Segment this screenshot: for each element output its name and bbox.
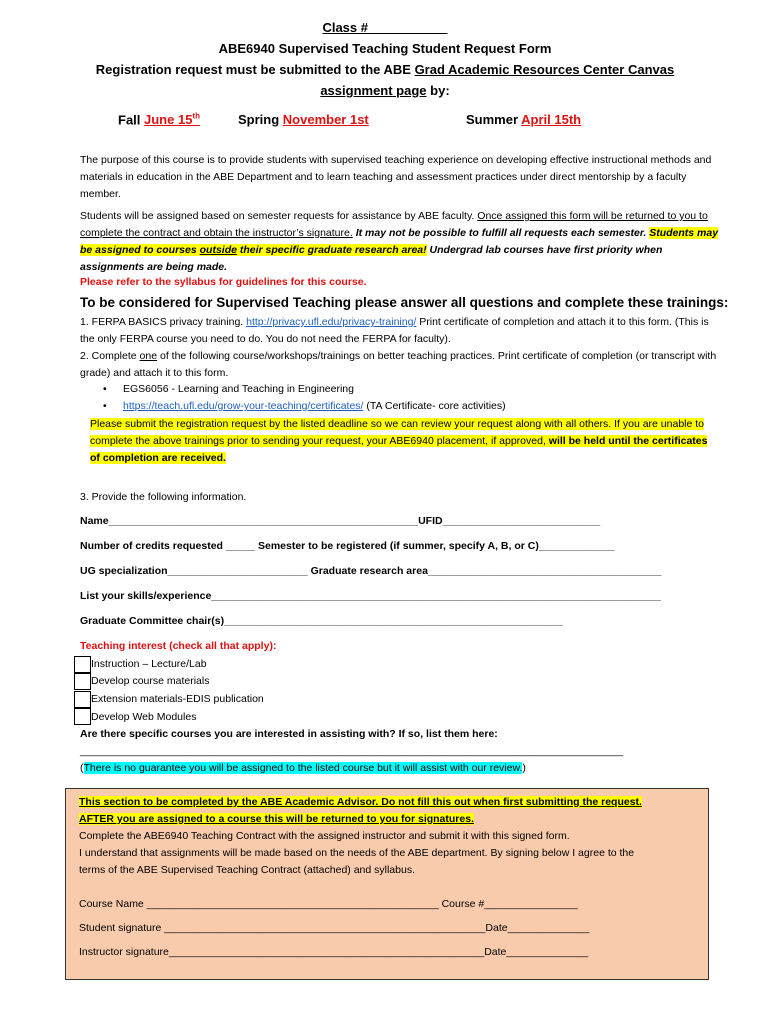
option-course-materials-label: Develop course materials	[91, 675, 210, 687]
deadline-warning: Please submit the registration request by the listed deadline so we can review your request along with all others. If you are unable to complete the above trainings prior to sending your request, your ABE6940 placement, if approved, will be held until the certificates of completion are received.	[90, 418, 708, 464]
name-ufid-field[interactable]: Name_____________________________________________________UFID___________________________	[80, 515, 601, 527]
skills-field[interactable]: List your skills/experience_____________________________________________________________________________	[80, 590, 661, 602]
class-number-line: Class #___________	[322, 20, 448, 35]
checkbox-course-materials[interactable]	[74, 673, 91, 690]
teaching-interest-heading: Teaching interest (check all that apply):	[80, 640, 277, 652]
purpose-paragraph: The purpose of this course is to provide students with supervised teaching experience on developing effective instructional methods and materials in education in the ABE Department and to learn teaching and assessment practices under direct mentorship by a faculty member.	[80, 154, 712, 200]
deadline-fall: Fall June 15th	[118, 112, 200, 128]
contract-instruction: Complete the ABE6940 Teaching Contract with the assigned instructor and submit it with this signed form.	[79, 830, 570, 842]
advisor-section-return-note: AFTER you are assigned to a course this will be returned to you for signatures.	[79, 813, 474, 825]
assignment-paragraph: Students will be assigned based on semester requests for assistance by ABE faculty. Once assigned this form will be returned to you to complete the contract and obtain the instructor’s signature. It may not be possible to fulfill all requests each semester. Students may be assigned to courses outside their specific graduate research area! Undergrad lab courses have first priority when assignments are being made.	[80, 210, 719, 273]
agreement-statement-line2: terms of the ABE Supervised Teaching Contract (attached) and syllabus.	[79, 864, 415, 876]
specialization-field[interactable]: UG specialization________________________ Graduate research area________________________________________	[80, 565, 662, 577]
checkbox-instruction[interactable]	[74, 656, 91, 673]
committee-chair-field[interactable]: Graduate Committee chair(s)__________________________________________________________	[80, 615, 563, 627]
requirement-ferpa: 1. FERPA BASICS privacy training. http://privacy.ufl.edu/privacy-training/ Print certificate of completion and attach it to this form. (This is the only FERPA course you need to do. You do not need the FERPA for faculty).	[80, 316, 709, 345]
form-page: Class #___________ ABE6940 Supervised Teaching Student Request Form Registration request must be submitted to the ABE Grad Academic Resources Center Canvas assignment page by: Fall June 15th Spring November 1st Summer April 15th The purpose of this course is to provide students with supervised teaching experience on developing effective instructional methods and materials in education in the ABE Department and to learn teaching and assessment practices under direct mentorship by a faculty member. Students will be assigned based on semester requests for assistance by ABE faculty. Once assigned this form will be returned to you to complete the contract and obtain the instructor’s signature. It may not be possible to fulfill all requests each semester. Students may be assigned to courses outside their specific graduate research area! Undergrad lab courses have first priority when assignments are being made. Please refer to the syllabus for guidelines for this course. To be considered for Supervised Teaching please answer all questions and complete these trainings: 1. FERPA BASICS privacy training. http://privacy.ufl.edu/privacy-training/ Print certificate of completion and attach it to this form. (This is the only FERPA course you need to do. You do not need the FERPA for faculty). 2. Complete one of the following course/workshops/trainings on better teaching practices. Print certificate of completion (or transcript with grade) and attach it to this form. • EGS6056 - Learning and Teaching in Engineering • https://teach.ufl.edu/grow-your-teaching/certificates/ (TA Certificate- core activities) Please submit the registration request by the listed deadline so we can review your request along with all others. If you are unable to complete the above trainings prior to sending your request, your ABE6940 placement, if approved, will be held until the certificates of completion are received. 3. Provide the following information. Name_____________________________________________________UFID___________________________ Number of credits requested _____ Semester to be registered (if summer, specify A, B, or C)_____________ UG specialization________________________ Graduate research area________________________________________ List your skills/experience_____________________________________________________________________________ Graduate Committee chair(s)__________________________________________________________ Teaching interest (check all that apply): Instruction – Lecture/Lab Develop course materials Extension materials-EDIS publication Develop Web Modules Are there specific courses you are interested in assisting with? If so, list them here: _____________________________________________________________________________________________ (There is no guarantee you will be assigned to the listed course but it will assist with our review.) This section to be completed by the ABE Academic Advisor. Do not fill this out when first submitting the request. AFTER you are assigned to a course this will be returned to you for signatures. Complete the ABE6940 Teaching Contract with the assigned instructor and submit it with this signed form. I understand that assignments will be made based on the needs of the ABE department. By signing below I agree to the terms of the ABE Supervised Teaching Contract (attached) and syllabus. Course Name __________________________________________________ Course #________________ Student signature _______________________________________________________Date______________ Instructor signature______________________________________________________Date______________	[0, 0, 770, 1024]
syllabus-note: Please refer to the syllabus for guidelines for this course.	[80, 276, 367, 288]
deadline-spring: Spring November 1st	[238, 112, 369, 127]
advisor-section-heading: This section to be completed by the ABE Academic Advisor. Do not fill this out when first submitting the request.	[79, 796, 642, 808]
item3-label: 3. Provide the following information.	[80, 491, 247, 503]
course-name-field[interactable]: Course Name __________________________________________________ Course #________________	[79, 898, 578, 910]
requirement-teaching: 2. Complete one of the following course/workshops/trainings on better teaching practices. Print certificate of completion (or transcript with grade) and attach it to this form.	[80, 350, 717, 379]
specific-courses-question: Are there specific courses you are interested in assisting with? If so, list them here:	[80, 728, 498, 740]
specific-courses-field[interactable]: _____________________________________________________________________________________________	[80, 745, 624, 757]
no-guarantee-note: (There is no guarantee you will be assigned to the listed course but it will assist with our review.)	[80, 762, 526, 774]
form-title: ABE6940 Supervised Teaching Student Request Form	[218, 41, 552, 56]
registration-instruction-line2: assignment page by:	[320, 83, 450, 98]
checkbox-extension-materials[interactable]	[74, 691, 91, 708]
registration-instruction: Registration request must be submitted to the ABE Grad Academic Resources Center Canvas	[95, 62, 675, 77]
agreement-statement: I understand that assignments will be made based on the needs of the ABE department. By signing below I agree to the	[79, 847, 635, 859]
ferpa-link[interactable]: http://privacy.ufl.edu/privacy-training/	[246, 316, 417, 328]
option-web-modules-label: Develop Web Modules	[91, 711, 197, 723]
instructor-signature-field[interactable]: Instructor signature______________________________________________________Date______________	[79, 946, 589, 958]
requirements-heading: To be considered for Supervised Teaching please answer all questions and complete these trainings:	[80, 295, 729, 310]
checkbox-web-modules[interactable]	[74, 708, 91, 725]
ta-certificate-link[interactable]: https://teach.ufl.edu/grow-your-teaching/certificates/	[123, 400, 364, 412]
deadline-summer: Summer April 15th	[466, 112, 582, 127]
student-signature-field[interactable]: Student signature _______________________________________________________Date______________	[79, 922, 590, 934]
option-extension-materials-label: Extension materials-EDIS publication	[91, 693, 264, 705]
credits-semester-field[interactable]: Number of credits requested _____ Semester to be registered (if summer, specify A, B, or C)_____________	[80, 540, 615, 552]
option-instruction-label: Instruction – Lecture/Lab	[91, 658, 207, 670]
